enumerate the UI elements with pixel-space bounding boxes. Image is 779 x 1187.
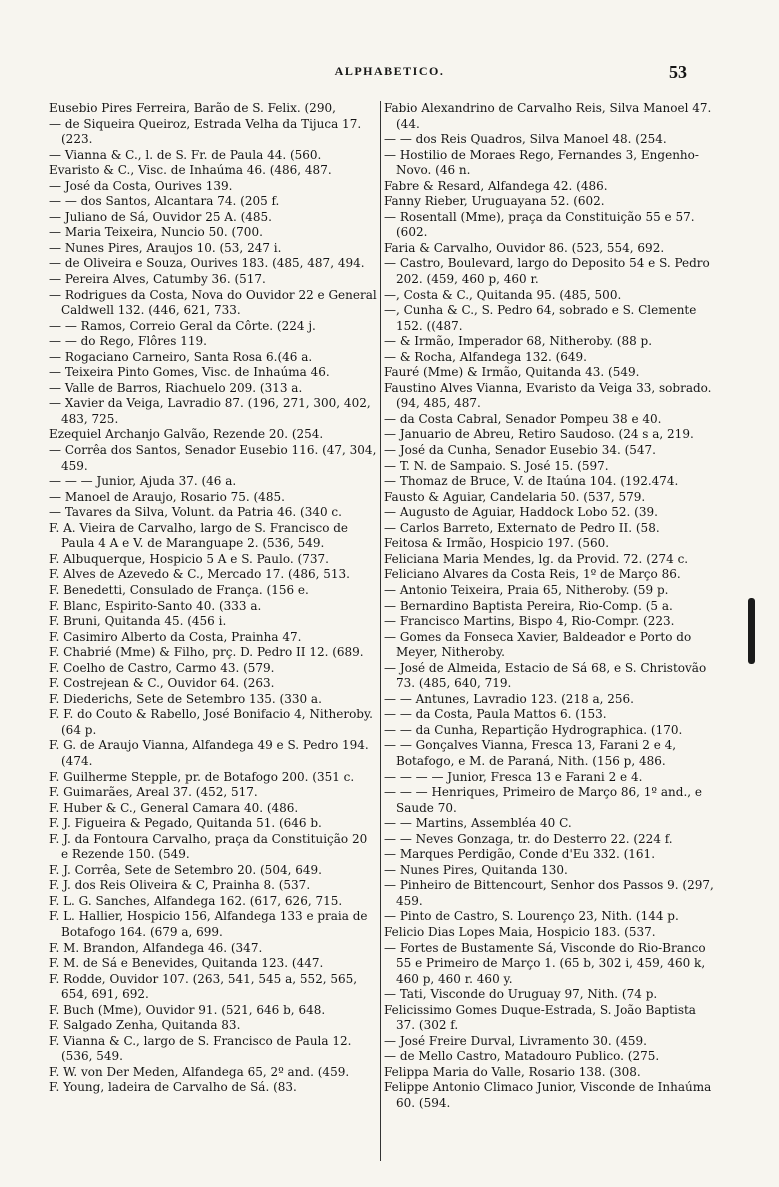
directory-entry: — — Gonçalves Vianna, Fresca 13, Farani 2 e 4, Botafogo, e M. de Paraná, Nith. (156 p, 486. (384, 738, 677, 768)
directory-entry: F. Coelho de Castro, Carmo 43. (579. (49, 660, 275, 675)
directory-entry: — Carlos Barreto, Externato de Pedro II. (58. (384, 520, 660, 535)
directory-entry: — Tati, Visconde do Uruguay 97, Nith. (74 p. (384, 987, 658, 1002)
directory-entry: — — — — Junior, Fresca 13 e Farani 2 e 4. (384, 769, 643, 784)
directory-entry: — — Antunes, Lavradio 123. (218 a, 256. (384, 691, 634, 706)
directory-entry: Feliciana Maria Mendes, lg. da Provid. 72. (274 c. (384, 551, 689, 566)
directory-entry: — — da Cunha, Repartição Hydrographica. (170. (384, 722, 683, 737)
directory-entry: Felippe Antonio Climaco Junior, Visconde de Inhaúma 60. (594. (384, 1080, 712, 1110)
directory-entry: F. Huber & C., General Camara 40. (486. (49, 800, 299, 815)
directory-entry: Evaristo & C., Visc. de Inhaúma 46. (486, 487. (49, 163, 332, 178)
directory-entry: Fauré (Mme) & Irmão, Quitanda 43. (549. (384, 365, 640, 380)
left-column (49, 101, 377, 1161)
directory-entry: F. Albuquerque, Hospicio 5 A e S. Paulo. (737. (49, 551, 329, 566)
directory-entry: Felicissimo Gomes Duque-Estrada, S. João Baptista 37. (302 f. (384, 1002, 696, 1033)
directory-entry: F. Vianna & C., largo de S. Francisco de Paula 12. (536, 549. (49, 1033, 352, 1064)
directory-entry: — da Costa Cabral, Senador Pompeu 38 e 40. (384, 411, 662, 426)
directory-entry: — Manoel de Araujo, Rosario 75. (485. (49, 489, 285, 504)
directory-entry: F. Diederichs, Sete de Setembro 135. (330 a. (49, 691, 322, 706)
column-divider (380, 101, 381, 1161)
directory-entry: — Castro, Boulevard, largo do Deposito 54 e S. Pedro 202. (459, 460 p, 460 r. (384, 256, 710, 287)
directory-entry: — & Rocha, Alfandega 132. (649. (384, 349, 587, 364)
directory-entry: — Pinto de Castro, S. Lourenço 23, Nith. (144 p. (384, 909, 679, 924)
directory-entry: F. Blanc, Espirito-Santo 40. (333 a. (49, 598, 262, 613)
directory-entry: — Francisco Martins, Bispo 4, Rio-Compr. (223. (384, 614, 675, 629)
directory-entry: — T. N. de Sampaio. S. José 15. (597. (384, 458, 609, 473)
directory-entry: F. W. von Der Meden, Alfandega 65, 2º and. (459. (49, 1064, 350, 1079)
page-title: ALPHABETICO. (334, 64, 445, 78)
directory-entry: F. Guimarães, Areal 37. (452, 517. (49, 785, 258, 800)
directory-entry: — & Irmão, Imperador 68, Nitheroby. (88 p. (384, 334, 653, 349)
directory-entry: F. Rodde, Ouvidor 107. (263, 541, 545 a, 552, 565, 654, 691, 692. (49, 971, 358, 1002)
directory-entry: Fausto & Aguiar, Candelaria 50. (537, 579. (384, 489, 646, 504)
directory-entry: — Bernardino Baptista Pereira, Rio-Comp. (5 a. (384, 598, 673, 613)
directory-entry: — Vianna & C., l. de S. Fr. de Paula 44. (560. (49, 147, 322, 162)
directory-entry: F. Alves de Azevedo & C., Mercado 17. (486, 513. (49, 567, 350, 582)
directory-entry: — Fortes de Bustamente Sá, Visconde do Rio-Branco 55 e Primeiro de Março 1. (65 b, 302 i, 459, 460 k, 460 p, 460 r. 460 y. (384, 940, 706, 986)
directory-entry: F. Costrejean & C., Ouvidor 64. (263. (49, 676, 275, 691)
directory-entry: — Pinheiro de Bittencourt, Senhor dos Passos 9. (297, 459. (384, 878, 714, 908)
directory-entry: Faria & Carvalho, Ouvidor 86. (523, 554, 692. (384, 240, 665, 255)
directory-entry: — Januario de Abreu, Retiro Saudoso. (24 s a, 219. (384, 427, 694, 442)
directory-entry: — Augusto de Aguiar, Haddock Lobo 52. (39. (384, 505, 658, 520)
directory-entry: Felippa Maria do Valle, Rosario 138. (308. (384, 1064, 641, 1079)
directory-entry: — — do Rego, Flôres 119. (49, 334, 207, 349)
directory-entry: F. Benedetti, Consulado de França. (156 e. (49, 582, 309, 597)
directory-entry: — Valle de Barros, Riachuelo 209. (313 a. (49, 380, 303, 395)
directory-entry: — de Oliveira e Souza, Ourives 183. (485, 487, 494. (49, 256, 365, 271)
directory-entry: — Rogaciano Carneiro, Santa Rosa 6.(46 a. (49, 349, 313, 364)
directory-entry: Ezequiel Archanjo Galvão, Rezende 20. (254. (49, 427, 324, 442)
directory-entry: — Rosentall (Mme), praça da Constituição 55 e 57. (602. (384, 209, 695, 240)
directory-entry: Felicio Dias Lopes Maia, Hospicio 183. (537. (384, 924, 656, 939)
directory-entry: — José Freire Durval, Livramento 30. (459. (384, 1033, 647, 1048)
directory-entry: — Rodrigues da Costa, Nova do Ouvidor 22 e General Caldwell 132. (446, 621, 733. (49, 287, 377, 318)
directory-entry: Feliciano Alvares da Costa Reis, 1º de Março 86. (384, 567, 681, 582)
margin-mark (748, 598, 755, 664)
directory-entry: F. G. de Araujo Vianna, Alfandega 49 e S. Pedro 194. (474. (49, 738, 369, 768)
page-number: 53 (669, 62, 687, 82)
directory-entry: Faustino Alves Vianna, Evaristo da Veiga 33, sobrado. (94, 485, 487. (384, 380, 712, 411)
directory-entry: F. Buch (Mme), Ouvidor 91. (521, 646 b, 648. (49, 1002, 326, 1017)
directory-entry: — Hostilio de Moraes Rego, Fernandes 3, Engenho-Novo. (46 n. (384, 147, 699, 178)
directory-entry: — Juliano de Sá, Ouvidor 25 A. (485. (49, 209, 272, 224)
directory-entry: F. F. do Couto & Rabello, José Bonifacio 4, Nitheroby. (64 p. (49, 707, 373, 737)
directory-entry: —, Costa & C., Quitanda 95. (485, 500. (384, 287, 622, 302)
directory-entry: — de Mello Castro, Matadouro Publico. (275. (384, 1049, 660, 1064)
directory-entry: — José da Costa, Ourives 139. (49, 178, 233, 193)
directory-entry: —, Cunha & C., S. Pedro 64, sobrado e S. Clemente 152. ((487. (384, 303, 697, 333)
directory-entry: — — — Henriques, Primeiro de Março 86, 1º and., e Saude 70. (384, 785, 702, 815)
directory-entry: F. Chabrié (Mme) & Filho, prç. D. Pedro II 12. (689. (49, 645, 364, 660)
directory-entry: — José da Cunha, Senador Eusebio 34. (547. (384, 443, 656, 458)
directory-entry: F. L. Hallier, Hospicio 156, Alfandega 133 e praia de Botafogo 164. (679 a, 699. (49, 909, 368, 939)
directory-entry: F. Salgado Zenha, Quitanda 83. (49, 1018, 241, 1033)
directory-entry: F. Casimiro Alberto da Costa, Prainha 47. (49, 629, 302, 644)
directory-entry: — Antonio Teixeira, Praia 65, Nitheroby. (59 p. (384, 582, 669, 597)
directory-entry: — — dos Reis Quadros, Silva Manoel 48. (254. (384, 132, 667, 147)
directory-entry: — Xavier da Veiga, Lavradio 87. (196, 271, 300, 402, 483, 725. (49, 396, 371, 426)
directory-entry: — — Neves Gonzaga, tr. do Desterro 22. (224 f. (384, 831, 673, 846)
directory-entry: — Nunes Pires, Quitanda 130. (384, 862, 568, 877)
directory-entry: F. L. G. Sanches, Alfandega 162. (617, 626, 715. (49, 893, 343, 908)
directory-entry: F. M. de Sá e Benevides, Quitanda 123. (447. (49, 956, 324, 971)
directory-entry: — Gomes da Fonseca Xavier, Baldeador e Porto do Meyer, Nitheroby. (384, 629, 692, 660)
directory-entry: — Marques Perdigão, Conde d'Eu 332. (161. (384, 847, 656, 862)
directory-entry: F. A. Vieira de Carvalho, largo de S. Francisco de Paula 4 A e V. de Maranguape 2. (536, 549. (49, 520, 349, 551)
directory-entry: — — Ramos, Correio Geral da Côrte. (224 j. (49, 318, 316, 333)
directory-entry: — Tavares da Silva, Volunt. da Patria 46. (340 c. (49, 505, 342, 520)
directory-entry: Feitosa & Irmão, Hospicio 197. (560. (384, 536, 610, 551)
directory-entry: — Maria Teixeira, Nuncio 50. (700. (49, 225, 263, 240)
directory-entry: — — da Costa, Paula Mattos 6. (153. (384, 707, 607, 722)
directory-entry: F. Guilherme Stepple, pr. de Botafogo 200. (351 c. (49, 769, 355, 784)
directory-entry: — de Siqueira Queiroz, Estrada Velha da Tijuca 17. (223. (49, 116, 362, 147)
directory-entry: Eusebio Pires Ferreira, Barão de S. Felix. (290, (49, 101, 336, 115)
directory-entry: F. J. Figueira & Pegado, Quitanda 51. (646 b. (49, 816, 322, 831)
directory-entry: Fabre & Resard, Alfandega 42. (486. (384, 178, 608, 193)
directory-entry: F. Young, ladeira de Carvalho de Sá. (83. (49, 1080, 297, 1095)
directory-entry: F. J. dos Reis Oliveira & C, Prainha 8. (537. (49, 878, 311, 893)
directory-entry: Fanny Rieber, Uruguayana 52. (602. (384, 194, 605, 209)
right-column (384, 101, 716, 1161)
directory-entry: — Thomaz de Bruce, V. de Itaúna 104. (192.474. (384, 474, 679, 489)
directory-entry: Fabio Alexandrino de Carvalho Reis, Silva Manoel 47. (44. (384, 101, 712, 131)
directory-entry: — Corrêa dos Santos, Senador Eusebio 116. (47, 304, 459. (49, 443, 377, 473)
directory-entry: — Teixeira Pinto Gomes, Visc. de Inhaúma 46. (49, 365, 330, 380)
directory-entry: — — Martins, Assembléa 40 C. (384, 816, 572, 831)
directory-entry: — Pereira Alves, Catumby 36. (517. (49, 272, 266, 287)
directory-entry: — Nunes Pires, Araujos 10. (53, 247 i. (49, 240, 282, 255)
directory-entry: — — dos Santos, Alcantara 74. (205 f. (49, 194, 280, 209)
directory-entry: F. J. da Fontoura Carvalho, praça da Constituição 20 e Rezende 150. (549. (49, 831, 368, 862)
directory-entry: F. M. Brandon, Alfandega 46. (347. (49, 940, 263, 955)
directory-entry: — José de Almeida, Estacio de Sá 68, e S. Christovão 73. (485, 640, 719. (384, 660, 707, 691)
directory-entry: F. Bruni, Quitanda 45. (456 i. (49, 614, 227, 629)
directory-entry: — — — Junior, Ajuda 37. (46 a. (49, 474, 237, 489)
page-header (0, 62, 779, 84)
directory-entry: F. J. Corrêa, Sete de Setembro 20. (504, 649. (49, 862, 322, 877)
